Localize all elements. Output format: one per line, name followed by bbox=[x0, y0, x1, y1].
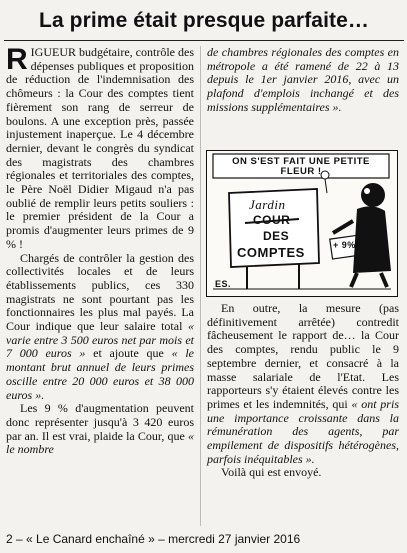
paragraph-closing: Voilà qui est envoyé. bbox=[221, 465, 322, 480]
headline: La prime était presque parfaite… bbox=[39, 9, 369, 32]
cartoon bbox=[206, 150, 398, 297]
paragraph-intro: RIGUEUR budgétaire, contrôle des dépenses publiques et proposition de réduction de l'indemnisation des chômeurs : la Cour des comptes tient fièrement son rang de serreur de boulons. A une exception près, passée injustement inaperçue. Le 4 décembre dernier, devant le congrès du syndicat des magistrats des chambres régionales et territoriales des comptes, le Père Noël Didier Migaud n'a pas oublié de remplir leurs petits souliers : le premier président de la Cour a promis d'augmenter leurs primes de 9 % ! bbox=[6, 43, 194, 251]
dropcap: R bbox=[6, 43, 28, 76]
column-divider bbox=[200, 46, 201, 526]
left-column bbox=[6, 43, 194, 457]
cartoon-speech: ON S'EST FAIT UNE PETITE FLEUR ! bbox=[232, 156, 370, 177]
right-column-bottom bbox=[207, 302, 399, 480]
headline-rule bbox=[4, 40, 404, 41]
page-footer: 2 – « Le Canard enchaîné » – mercredi 27 janvier 2016 bbox=[6, 532, 301, 546]
percent-label: + 9% bbox=[333, 240, 356, 250]
paragraph-report: En outre, la mesure (pas définitivement arrêtée) contredit fâcheusement le rapport de… la Cour des comptes, rendu public le 9 septembre dernier, et consacré à la masse salariale de l'Etat. Les rapporteurs s'y étaient élevés contre les primes et les indemnités, qui « ont pris une importance croissante dans la rémunération des agents, par empilement de dispositifs hétérogènes, parfois inéquitables ». bbox=[207, 301, 399, 466]
sign-word-des: DES bbox=[263, 229, 290, 243]
paragraph-increase: Les 9 % d'augmentation peuvent donc représenter jusqu'à 3 420 euros par an. Il est vrai, plaide la Cour, que « le nombre bbox=[6, 401, 194, 457]
sign-word-cour: COUR bbox=[253, 213, 291, 227]
right-column-top bbox=[207, 46, 399, 115]
sign-word-jardin: Jardin bbox=[249, 197, 286, 212]
paragraph-salaries: Chargés de contrôler la gestion des collectivités locales et de leurs établissements publics, ces 330 magistrats ne sont pourtant pas les fonctionnaires les plus mal payés. La Cour indique que leur salaire total « varie entre 3 500 euros net par mois et 7 000 euros » et ajoute que « le montant brut annuel de leurs primes oscille entre 20 000 euros et 38 000 euros ». bbox=[6, 250, 194, 402]
artist-signature: ES. bbox=[215, 279, 232, 289]
sign-word-comptes: COMPTES bbox=[237, 245, 305, 260]
quote-continuation: de chambres régionales des comptes en métropole a été ramené de 22 à 13 depuis le 1er janvier 2016, avec un plafond d'emplois inchangé et des missions supplémentaires ». bbox=[207, 45, 399, 114]
